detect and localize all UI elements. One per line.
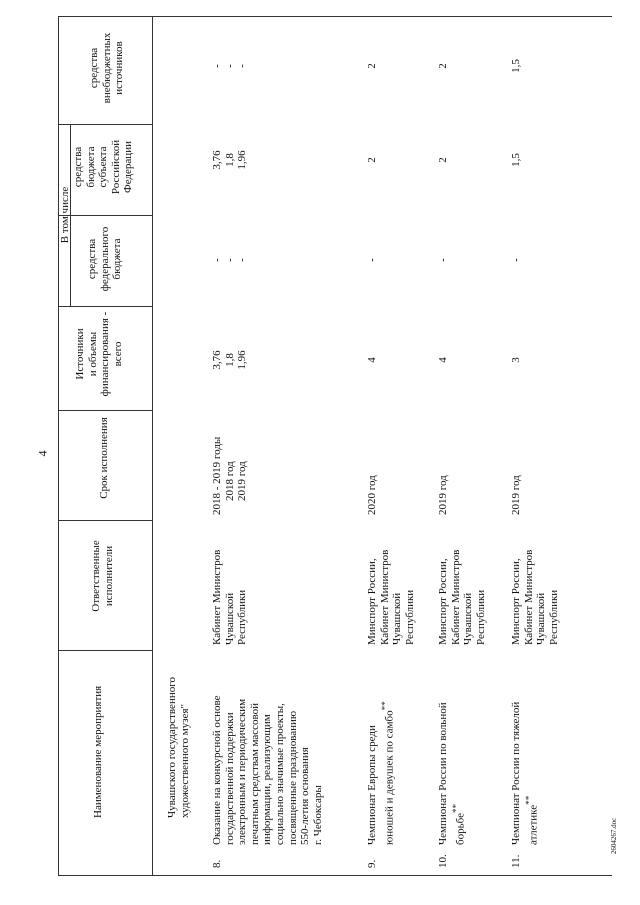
continuation-line: художественного музея" (178, 703, 191, 818)
row-8-name-line: информации, реализующим (261, 714, 274, 845)
row-8-regional-value: 1,96 (236, 150, 249, 170)
header-federal (86, 216, 124, 302)
row-9-responsible (366, 550, 416, 645)
header-extra-line: внебюджетных (100, 32, 113, 104)
header-responsible (90, 530, 115, 622)
row-11-responsible-line: Чувашской (535, 592, 548, 645)
header-regional-line: Федерации (122, 141, 135, 193)
row-8-extra (211, 56, 249, 76)
row-11-responsible-line: Республики (547, 589, 560, 645)
row-9-extra: 2 (366, 63, 378, 69)
row-9-regional: 2 (366, 157, 378, 163)
row-10-responsible-line: Кабинет Министров (449, 549, 462, 645)
row-11-deadline: 2019 год (510, 475, 522, 515)
row-10-responsible-line: Республики (474, 589, 487, 645)
table-line (58, 16, 152, 17)
table-line (152, 875, 612, 876)
row-9-deadline: 2020 год (366, 475, 378, 515)
row-8-total-value: 1,8 (223, 353, 236, 367)
row-8-responsible (211, 550, 249, 645)
table-line (58, 650, 152, 651)
row-8-name-line: государственной поддержки (223, 712, 236, 845)
header-name: Наименование мероприятия (92, 685, 104, 818)
row-8-total-value: 1,96 (236, 350, 249, 370)
header-federal-line: бюджета (111, 238, 124, 280)
page-number: 4 (35, 450, 50, 457)
row-8-name-line: 550-летия основания (299, 747, 312, 845)
row-8-deadline-line: 2018 год (223, 461, 236, 501)
table-line (58, 520, 152, 521)
header-regional-line: средства (72, 146, 84, 188)
continuation-text (166, 677, 191, 818)
header-regional-line: бюджета (84, 146, 97, 188)
header-federal-line: федерального (98, 226, 111, 292)
header-deadline: Срок исполнения (98, 417, 110, 499)
row-9-name-line: юношей и девушек по самбо** (379, 701, 396, 845)
header-total-line: всего (111, 341, 124, 367)
row-8-name-line: посвященные празднованию (286, 710, 299, 845)
row-10-total: 4 (437, 357, 449, 363)
row-9-responsible-line: Республики (403, 589, 416, 645)
row-8-federal-value: - (236, 258, 249, 262)
row-8-name-line: Оказание на конкурсной основе (211, 695, 223, 845)
row-11-extra: 1,5 (510, 59, 522, 73)
row-8-deadline-line: 2018 - 2019 годы (211, 436, 223, 515)
row-8-name (211, 696, 324, 845)
row-10-deadline: 2019 год (437, 475, 449, 515)
row-11-number: 11. (510, 854, 522, 868)
row-11-total: 3 (510, 357, 522, 363)
row-11-responsible-line: Кабинет Министров (522, 549, 535, 645)
row-10-name (437, 702, 467, 845)
header-total (74, 308, 124, 400)
header-extra (88, 18, 126, 118)
row-9-total: 4 (366, 357, 378, 363)
header-extra-line: источников (113, 41, 126, 95)
header-total-line: Источники (74, 328, 86, 380)
row-9-responsible-line: Кабинет Министров (378, 549, 391, 645)
row-10-federal: - (437, 258, 449, 262)
row-8-extra-value: - (211, 64, 223, 68)
row-8-deadline-line: 2019 год (236, 461, 249, 501)
header-regional (72, 124, 135, 210)
header-total-line: и объемы (86, 331, 99, 377)
row-9-federal: - (366, 258, 378, 262)
row-8-regional-value: 1,8 (223, 153, 236, 167)
row-9-responsible-line: Минспорт России, (366, 558, 378, 645)
row-11-responsible (510, 550, 560, 645)
row-8-number: 8. (211, 859, 223, 868)
document-code: 2604267.doc (610, 817, 619, 855)
row-8-responsible-line: Республики (236, 589, 249, 645)
row-11-regional: 1,5 (510, 153, 522, 167)
table-line (58, 875, 152, 876)
row-11-federal: - (510, 258, 522, 262)
header-federal-line: средства (86, 238, 98, 280)
row-11-name (510, 702, 540, 845)
row-8-regional (211, 140, 249, 180)
row-9-name (366, 701, 396, 845)
continuation-line: Чувашского государственного (166, 677, 178, 818)
row-8-name-line: г. Чебоксары (311, 785, 324, 845)
row-10-responsible-line: Минспорт России, (437, 558, 449, 645)
header-including: В том числе (59, 186, 71, 244)
row-10-responsible (437, 550, 487, 645)
table-line (152, 16, 153, 876)
row-8-federal-value: - (211, 258, 223, 262)
table-line (58, 306, 152, 307)
row-10-note: ** (450, 803, 461, 814)
row-10-name-line: Чемпионат России по вольной (437, 702, 449, 845)
row-11-name-line: Чемпионат России по тяжелой (510, 701, 522, 845)
row-11-name-line: атлетике** (523, 795, 540, 845)
row-9-name-line: Чемпионат Европы среди (366, 725, 378, 845)
row-8-total-value: 3,76 (211, 350, 223, 370)
header-responsible-line: исполнители (102, 545, 115, 607)
header-total-line: финансирования - (99, 311, 112, 397)
row-8-deadline (211, 437, 249, 515)
row-8-extra-value: - (223, 64, 236, 68)
row-8-federal (211, 250, 249, 270)
header-responsible-line: Ответственные (90, 540, 102, 612)
row-8-responsible-line: Кабинет Министров (211, 549, 223, 645)
row-11-note: ** (523, 795, 534, 805)
row-10-name-line: борьбе** (450, 803, 467, 845)
row-8-extra-value: - (236, 64, 249, 68)
header-extra-line: средства (88, 47, 100, 89)
row-9-number: 9. (366, 859, 378, 868)
table-line (152, 16, 612, 17)
row-9-responsible-line: Чувашской (391, 592, 404, 645)
row-8-name-line: электронным и периодическим (236, 698, 249, 845)
header-regional-line: Российской (109, 139, 122, 195)
row-8-regional-value: 3,76 (211, 150, 223, 170)
row-11-responsible-line: Минспорт России, (510, 558, 522, 645)
row-8-federal-value: - (223, 258, 236, 262)
row-10-regional: 2 (437, 157, 449, 163)
row-9-note: ** (379, 701, 390, 711)
row-10-extra: 2 (437, 63, 449, 69)
row-10-number: 10. (437, 854, 449, 868)
row-8-name-line: печатным средствам массовой (248, 702, 261, 845)
row-8-name-line: социально значимые проекты, (273, 703, 286, 845)
row-8-total (211, 338, 249, 382)
row-10-responsible-line: Чувашской (462, 592, 475, 645)
header-regional-line: субъекта (97, 146, 110, 188)
row-8-responsible-line: Чувашской (223, 592, 236, 645)
